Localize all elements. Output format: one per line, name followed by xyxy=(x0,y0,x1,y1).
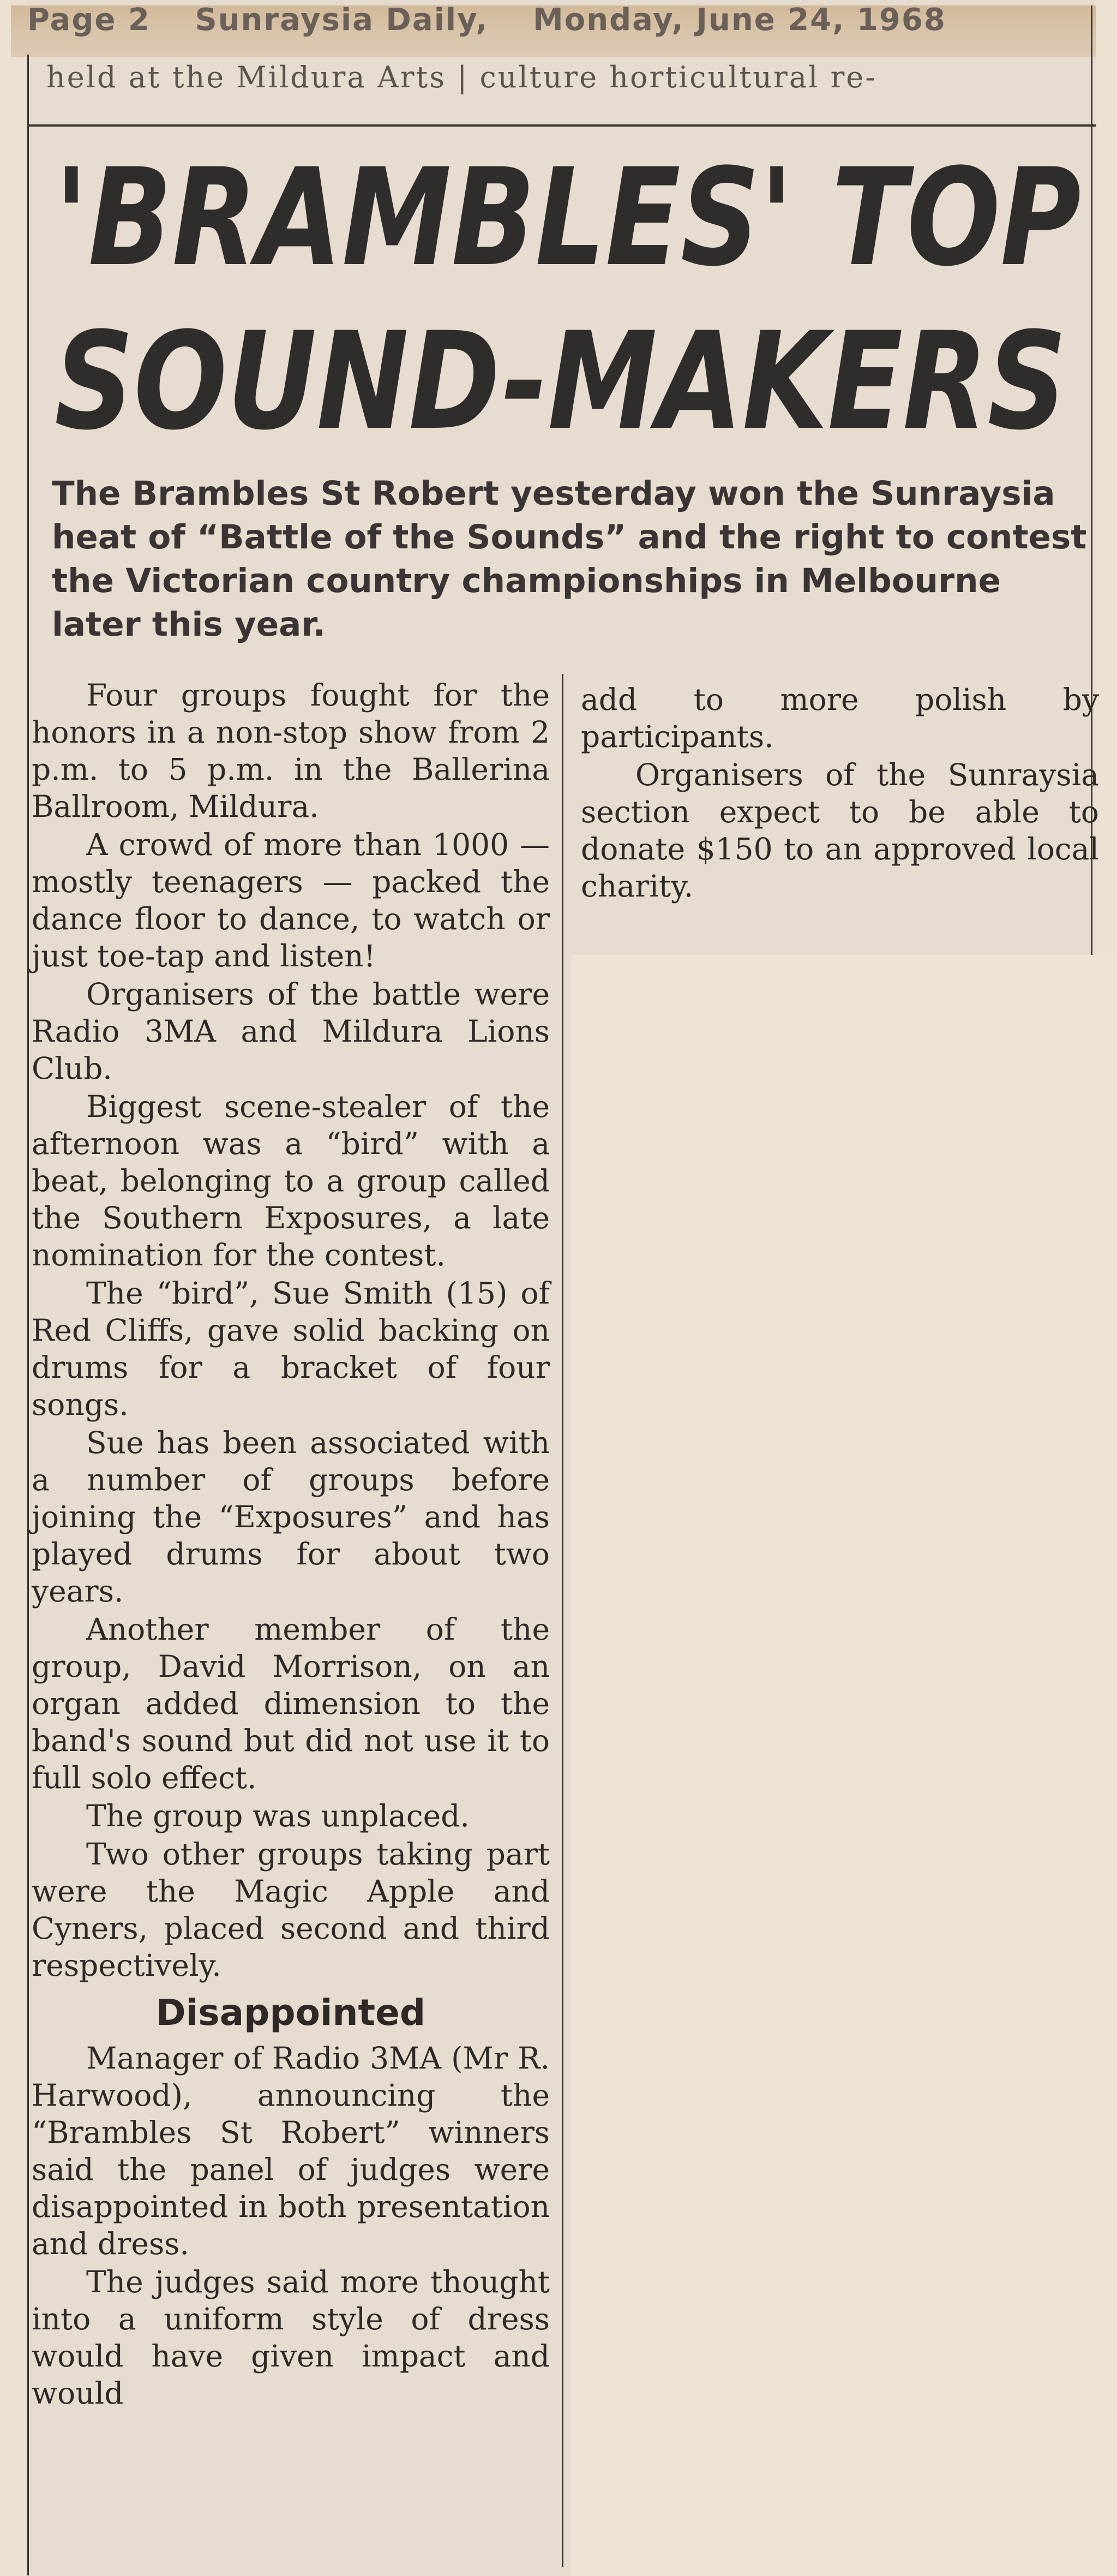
subheading: Disappointed xyxy=(155,1992,426,2034)
page-label: Page 2 xyxy=(27,2,151,38)
paragraph: add to more polish by participants. xyxy=(581,682,1099,754)
header-rule xyxy=(27,124,1096,127)
right-column xyxy=(581,681,1099,906)
paragraph: Four groups fought for the honors in a non-stop show from 2 p.m. to 5 p.m. in the Ballerina Ballroom, Mildura. xyxy=(32,678,550,824)
article-deck: The Brambles St Robert yesterday won the Sunraysia heat of “Battle of the Sounds” and the right to contest the Victorian country championships in Melbourne later this year. xyxy=(52,474,1087,644)
headline xyxy=(55,136,1081,464)
paragraph: Another member of the group, David Morrison, on an organ added dimension to the band's sound but did not use it to full solo effect. xyxy=(32,1612,550,1795)
blank-paper-area xyxy=(572,955,1117,2576)
paragraph: Organisers of the battle were Radio 3MA and Mildura Lions Club. xyxy=(32,977,550,1086)
paragraph: The group was unplaced. xyxy=(86,1798,470,1833)
column-rule xyxy=(562,674,563,2567)
paragraph: A crowd of more than 1000 — mostly teenagers — packed the dance floor to dance, to watch or just toe-tap and listen! xyxy=(32,827,550,973)
left-column xyxy=(32,677,550,2413)
page-header xyxy=(27,2,1091,38)
paper-name: Sunraysia Daily, xyxy=(195,2,489,38)
left-border xyxy=(27,55,29,2575)
paragraph: Manager of Radio 3MA (Mr R. Harwood), announcing the “Brambles St Robert” winners said the panel of judges were disappointed in both presentation and dress. xyxy=(32,2041,550,2261)
headline-line-2: SOUND-MAKERS xyxy=(55,304,1067,460)
paragraph: Organisers of the Sunraysia section expect to be able to donate $150 to an approved local charity. xyxy=(581,757,1099,904)
paragraph: The judges said more thought into a uniform style of dress would have given impact and would xyxy=(32,2264,550,2411)
issue-date: Monday, June 24, 1968 xyxy=(533,2,946,38)
headline-line-1: 'BRAMBLES' TOP xyxy=(55,140,1081,296)
clipped-text-line: held at the Mildura Arts | culture horticultural re- xyxy=(46,60,877,94)
paragraph: Sue has been associated with a number of groups before joining the “Exposures” and has played drums for about two years. xyxy=(32,1425,550,1609)
paragraph: Biggest scene-stealer of the afternoon was a “bird” with a beat, belonging to a group called the Southern Exposures, a late nomination for the contest. xyxy=(32,1089,550,1272)
paragraph: The “bird”, Sue Smith (15) of Red Cliffs, gave solid backing on drums for a bracket of four songs. xyxy=(32,1276,550,1422)
paragraph: Two other groups taking part were the Magic Apple and Cyners, placed second and third respectively. xyxy=(32,1837,550,1983)
